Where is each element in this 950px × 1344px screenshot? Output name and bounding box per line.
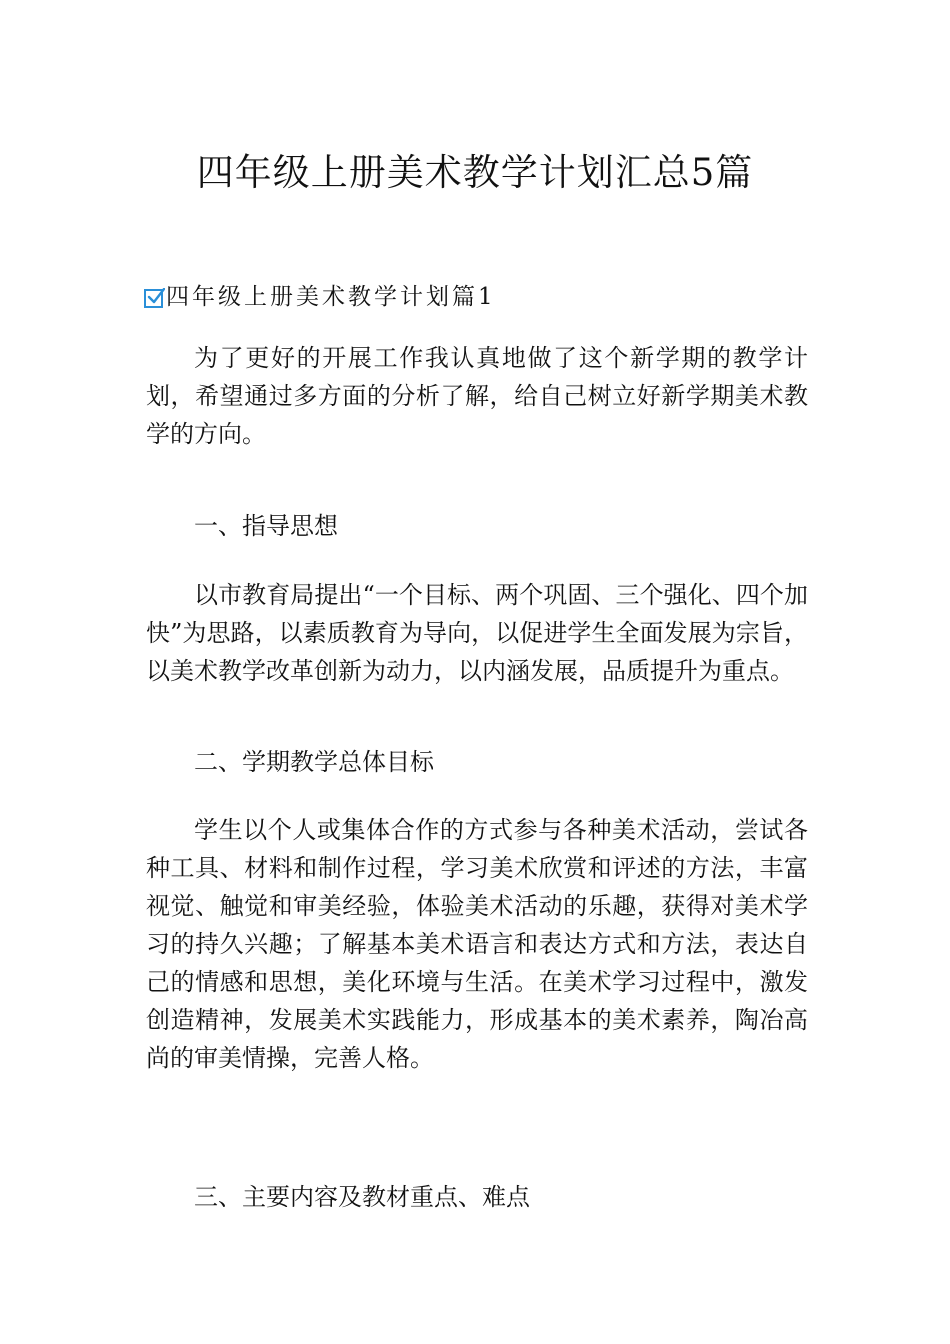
heading-guiding-ideology: 一、指导思想 <box>194 512 338 540</box>
checkbox-checked-icon <box>144 289 163 308</box>
intro-paragraph: 为了更好的开展工作我认真地做了这个新学期的教学计划，希望通过多方面的分析了解，给自己树立好新学期美术教学的方向。 <box>146 344 808 448</box>
paragraph-guiding-ideology: 以市教育局提出“一个目标、两个巩固、三个强化、四个加快”为思路，以素质教育为导向，以促进学生全面发展为宗旨，以美术教学改革创新为动力，以内涵发展，品质提升为重点。 <box>146 581 808 685</box>
document-title: 四年级上册美术教学计划汇总5篇 <box>196 151 754 194</box>
heading-main-content: 三、主要内容及教材重点、难点 <box>194 1183 530 1211</box>
paragraph-overall-goals: 学生以个人或集体合作的方式参与各种美术活动，尝试各种工具、材料和制作过程，学习美术欣赏和评述的方法，丰富视觉、触觉和审美经验，体验美术活动的乐趣，获得对美术学习的持久兴趣；了解基本美术语言和表达方式和方法，表达自己的情感和思想，美化环境与生活。在美术学习过程中，激发创造精神，发展美术实践能力，形成基本的美术素养，陶冶高尚的审美情操，完善人格。 <box>146 816 808 1072</box>
section-heading-text: 四年级上册美术教学计划篇1 <box>166 283 496 310</box>
heading-overall-goals: 二、学期教学总体目标 <box>194 748 434 776</box>
section-heading <box>144 276 496 312</box>
